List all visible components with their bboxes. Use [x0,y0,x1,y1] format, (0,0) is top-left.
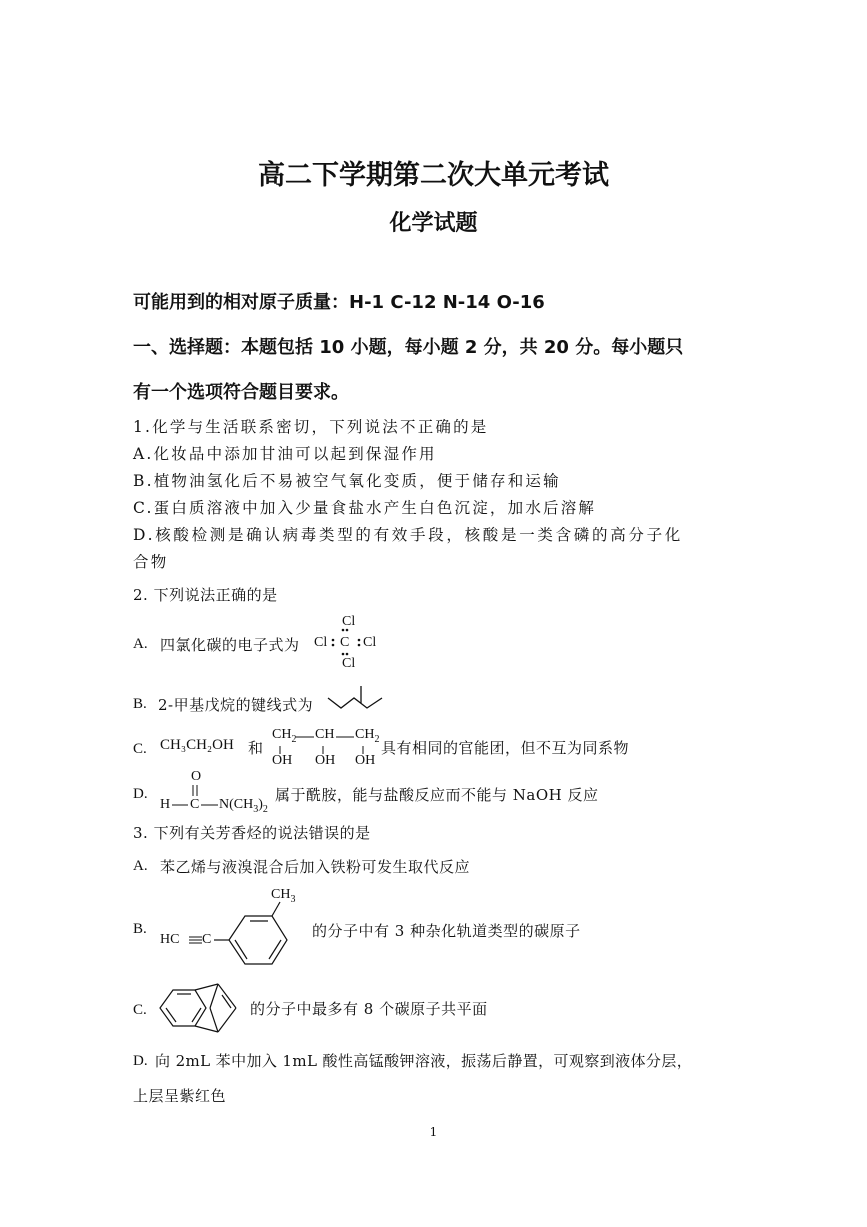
q1-option-a: A.化妆品中添加甘油可以起到保湿作用 [133,445,437,463]
page-number: 1 [429,1125,438,1139]
q3-option-c-label: C. [133,1002,147,1018]
electron-dots [330,624,370,664]
q3-option-d-label: D. [133,1053,148,1069]
q2-option-c-text: 具有相同的官能团，但不互为同系物 [381,739,630,757]
q2-stem: 2. 下列说法正确的是 [133,586,278,604]
exam-title: 高二下学期第二次大单元考试 [258,160,609,191]
q3-stem: 3. 下列有关芳香烃的说法错误的是 [133,824,371,842]
benzene-ring-with-triple-bond [170,880,300,975]
dmf-bonds [160,780,230,810]
q2-option-d-text: 属于酰胺，能与盐酸反应而不能与 NaOH 反应 [275,786,599,804]
q2-option-b-text: 2-甲基戊烷的键线式为 [158,696,314,714]
q2-option-c-and: 和 [248,739,264,757]
q2-option-d-label: D. [133,786,148,802]
q3-option-c-text: 的分子中最多有 8 个碳原子共平面 [250,1000,488,1018]
q1-option-c: C.蛋白质溶液中加入少量食盐水产生白色沉淀，加水后溶解 [133,499,597,517]
q2-option-a-text: 四氯化碳的电子式为 [160,636,300,654]
q3-option-b-label: B. [133,921,147,937]
q1-option-b: B.植物油氢化后不易被空气氧化变质，便于储存和运输 [133,472,561,490]
ethanol-formula: CH₃CH₂OH [160,737,234,753]
q3-option-b-text: 的分子中有 3 种杂化轨道类型的碳原子 [312,922,581,940]
section-heading-line1: 一、选择题：本题包括 10 小题，每小题 2 分，共 20 分。每小题只 [133,337,684,358]
section-heading-line2: 有一个选项符合题目要求。 [133,382,349,403]
q1-option-d-line1: D.核酸检测是确认病毒类型的有效手段，核酸是一类含磷的高分子化 [133,526,684,544]
benzonorbornadiene-structure [158,982,240,1038]
q2-option-a-label: A. [133,636,148,652]
q2-option-c-label: C. [133,741,147,757]
q3-option-d-line2: 上层呈紫红色 [133,1087,227,1105]
2-methylpentane-skeletal-formula [328,686,388,714]
q1-option-d-line2: 合物 [133,553,169,571]
q3-option-d-line1: 向 2mL 苯中加入 1mL 酸性高锰酸钾溶液，振荡后静置，可观察到液体分层， [155,1052,693,1070]
q2-option-b-label: B. [133,696,147,712]
exam-subtitle: 化学试题 [389,211,478,236]
atomic-masses: 可能用到的相对原子质量：H-1 C-12 N-14 O-16 [133,292,545,313]
q1-stem: 1.化学与生活联系密切，下列说法不正确的是 [133,418,489,436]
q3-option-a-text: 苯乙烯与液溴混合后加入铁粉可发生取代反应 [160,858,471,876]
q3-option-a-label: A. [133,858,148,874]
